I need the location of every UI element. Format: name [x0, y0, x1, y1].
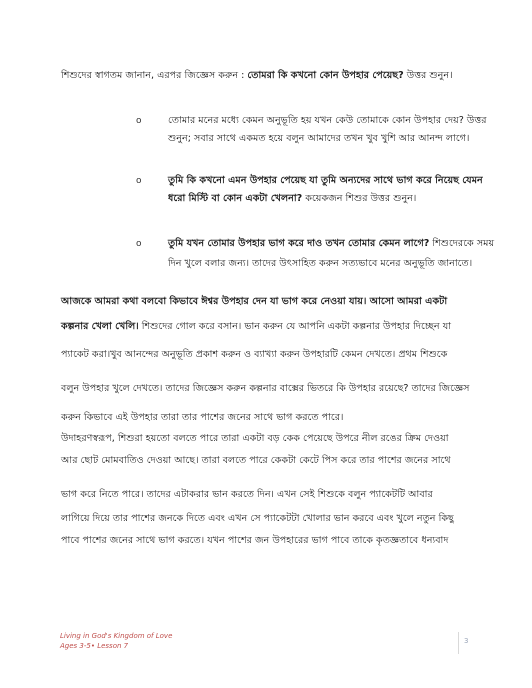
footer-divider: [458, 632, 459, 654]
bullet-2-line-1: [168, 174, 483, 188]
intro-tail: উত্তর শুনুন।: [403, 70, 453, 81]
bullet-marker: o: [136, 116, 142, 126]
bullet-2-text-2: কয়েকজন শিশুর উত্তর শুনুন।: [302, 193, 417, 204]
bullet-3-bold-1: তুমি যখন তোমার উপহার ভাগ করে দাও তখন তোমার কেমন লাগে?: [168, 238, 430, 249]
body-line-4: [61, 382, 471, 396]
body-line-7: [61, 454, 471, 468]
bullet-2-line-2: [168, 192, 468, 206]
body-text-9: লাগিয়ে দিয়ে তার পাশের জনকে দিতে এবং এখন সে প্যাকেটটা খোলার ভান করবে এবং খুলে নতুন কিছু: [61, 513, 454, 524]
body-bold-2: কল্পনার খেলা খেলি।: [61, 321, 139, 332]
bullet-3-text-2: দিন খুলে বলার জন্য। তাদের উৎসাহিত করুন সত্যভাবে মনের অনুভূতি জানাতে।: [168, 258, 473, 269]
intro-text: শিশুদের স্বাগতম জানান, এরপর জিজ্ঞেস করুন :: [61, 70, 248, 81]
bullet-3-line-2: [168, 257, 473, 271]
intro-paragraph: [61, 69, 481, 83]
body-line-1: [61, 295, 471, 309]
footer-course-title: Living in God's Kingdom of Love: [60, 632, 173, 640]
body-bold-1: আজকে আমরা কথা বলবো কিভাবে ঈশ্বর উপহার দেন যা ভাগ করে নেওয়া যায়। আসো আমরা একটা: [61, 296, 448, 307]
bullet-2-bold-2: ধরো মিস্টি বা কোন একটা খেলনা?: [168, 193, 303, 204]
body-text-3: প্যাকেট করা।খুব আনন্দের অনুভূতি প্রকাশ করুন ও ব্যাখ্যা করুন উপহারটি কেমন দেখতে। প্রথম শিশুকে: [61, 349, 448, 360]
body-line-9: [61, 512, 471, 526]
body-line-10: [61, 534, 471, 548]
bullet-1-line-1: [168, 114, 487, 128]
body-text-6: উদাহরণস্বরূপ, শিশুরা হয়তো বলতে পারে তারা একটা বড় কেক পেয়েছে উপরে নীল রঙের ক্রিম দেওয়া: [61, 433, 449, 444]
body-line-6: [61, 432, 471, 446]
body-text-8: ভাগ করে নিতে পারে। তাদের এটাকরার ভান করতে দিন। এখন সেই শিশুকে বলুন প্যাকেটটি আবার: [61, 489, 433, 500]
bullet-2-bold-1: তুমি কি কখনো এমন উপহার পেয়েছ যা তুমি অন্যদের সাথে ভাগ করে নিয়েছ যেমন: [168, 175, 483, 186]
body-text-10: পাবে পাশের জনের সাথে ভাগ করতে। যখন পাশের জন উপহারের ভাগ পাবে তাকে কৃতজ্ঞতাবে ধন্যবাদ: [61, 535, 449, 546]
bullet-3-text-1: শিশুদেরকে সময়: [429, 238, 495, 249]
body-line-3: [61, 348, 471, 362]
bullet-marker: o: [136, 176, 142, 186]
bullet-1-text-1: তোমার মনের মধ্যে কেমন অনুভূতি হয় যখন কেউ তোমাকে কোন উপহার দেয়? উত্তর: [168, 115, 487, 126]
body-line-2: [61, 320, 471, 334]
page-number: 3: [464, 637, 469, 645]
body-text-2: শিশুদের গোল করে বসান। ভান করুন যে আপনি একটা কল্পনার উপহার দিচ্ছেন যা: [138, 321, 451, 332]
bullet-3-line-1: [168, 237, 495, 251]
body-text-5: করুন কিভাবে এই উপহার তারা তার পাশের জনের সাথে ভাগ করতে পারে।: [61, 412, 344, 423]
bullet-1-text-2: শুনুন; সবার সাথে একমত হয়ে বলুন আমাদের তখন খুব খুশি আর আনন্দ লাগে।: [168, 133, 470, 144]
body-text-7: আর ছোট মোমবাতিও দেওয়া আছে। তারা বলতে পারে কেকটা কেটে পিস করে তার পাশের জনের সাথে: [61, 455, 451, 466]
intro-question: তোমরা কি কখনো কোন উপহার পেয়েছ?: [247, 70, 404, 81]
body-line-8: [61, 488, 471, 502]
body-text-4: বলুন উপহার খুলে দেখতে। তাদের জিজ্ঞেস করুন কল্পনার বাক্সের ভিতরে কি উপহার রয়েছে? তাদের জিজ্ঞেস: [61, 383, 470, 394]
footer-lesson-info: Ages 3-5• Lesson 7: [60, 642, 129, 650]
body-line-5: [61, 411, 471, 425]
bullet-marker: o: [136, 239, 142, 249]
bullet-1-line-2: [168, 132, 468, 146]
